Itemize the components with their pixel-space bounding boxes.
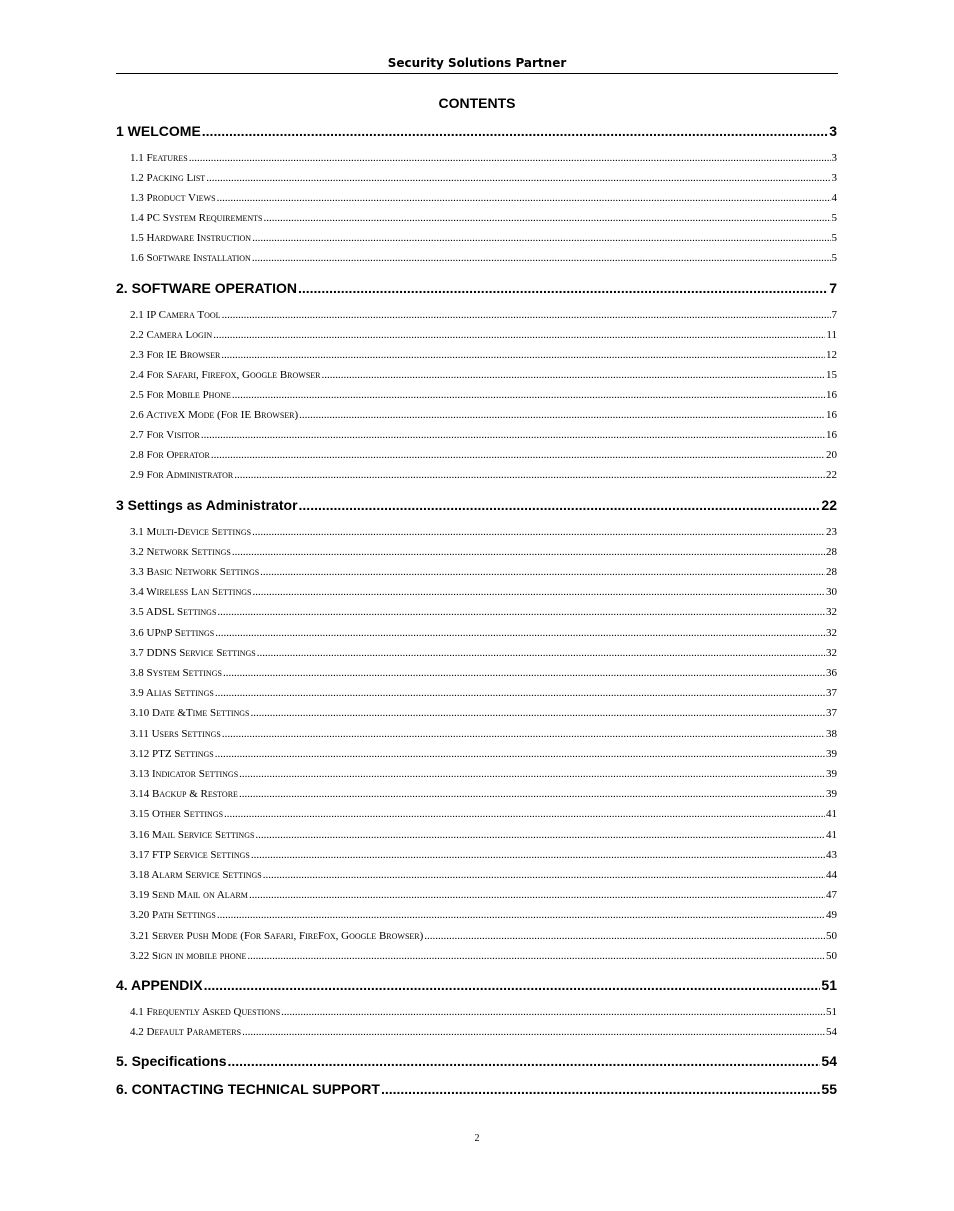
toc-section-entry[interactable] bbox=[116, 868, 837, 882]
toc-section-entry[interactable] bbox=[116, 211, 837, 225]
toc-section-entry[interactable] bbox=[116, 828, 837, 842]
toc-entry-label: 4.2 Default Parameters bbox=[130, 1026, 242, 1038]
toc-dot-leader bbox=[215, 626, 825, 640]
toc-section-entry[interactable] bbox=[116, 348, 837, 362]
toc-section-entry[interactable] bbox=[116, 1025, 837, 1039]
toc-entry-page-number: 38 bbox=[826, 728, 837, 740]
toc-entry-page-number: 51 bbox=[821, 977, 837, 993]
toc-entry-page-number: 32 bbox=[826, 627, 837, 639]
toc-entry-label: 3.12 PTZ Settings bbox=[130, 748, 214, 760]
toc-dot-leader bbox=[232, 388, 825, 402]
toc-chapter-entry[interactable] bbox=[116, 1080, 837, 1098]
toc-dot-leader bbox=[252, 525, 825, 539]
toc-entry-page-number: 28 bbox=[826, 546, 837, 558]
toc-dot-leader bbox=[189, 151, 831, 165]
toc-entry-label: 4. APPENDIX bbox=[116, 977, 203, 993]
toc-entry-page-number: 51 bbox=[826, 1006, 837, 1018]
toc-dot-leader bbox=[215, 686, 825, 700]
toc-entry-label: 1.6 Software Installation bbox=[130, 252, 251, 264]
toc-entry-page-number: 55 bbox=[821, 1081, 837, 1097]
toc-entry-label: 6. CONTACTING TECHNICAL SUPPORT bbox=[116, 1081, 380, 1097]
toc-dot-leader bbox=[298, 279, 828, 297]
toc-section-entry[interactable] bbox=[116, 686, 837, 700]
toc-entry-page-number: 37 bbox=[826, 687, 837, 699]
toc-section-entry[interactable] bbox=[116, 191, 837, 205]
toc-entry-label: 3.2 Network Settings bbox=[130, 546, 231, 558]
toc-section-entry[interactable] bbox=[116, 767, 837, 781]
toc-entry-label: 3.5 ADSL Settings bbox=[130, 606, 217, 618]
toc-entry-page-number: 16 bbox=[826, 389, 837, 401]
toc-entry-page-number: 50 bbox=[826, 930, 837, 942]
toc-entry-label: 3.6 UPnP Settings bbox=[130, 627, 215, 639]
toc-section-entry[interactable] bbox=[116, 251, 837, 265]
toc-section-entry[interactable] bbox=[116, 448, 837, 462]
toc-section-entry[interactable] bbox=[116, 605, 837, 619]
toc-dot-leader bbox=[239, 767, 825, 781]
toc-entry-page-number: 5 bbox=[831, 232, 837, 244]
toc-section-entry[interactable] bbox=[116, 929, 837, 943]
toc-section-entry[interactable] bbox=[116, 666, 837, 680]
toc-dot-leader bbox=[251, 848, 825, 862]
toc-entry-label: 1.2 Packing List bbox=[130, 172, 206, 184]
toc-section-entry[interactable] bbox=[116, 646, 837, 660]
toc-dot-leader bbox=[217, 908, 825, 922]
toc-dot-leader bbox=[281, 1005, 825, 1019]
toc-dot-leader bbox=[260, 565, 825, 579]
toc-entry-label: 3.13 Indicator Settings bbox=[130, 768, 239, 780]
toc-entry-label: 3.15 Other Settings bbox=[130, 808, 224, 820]
toc-entry-page-number: 37 bbox=[826, 707, 837, 719]
toc-entry-page-number: 30 bbox=[826, 586, 837, 598]
toc-section-entry[interactable] bbox=[116, 949, 837, 963]
toc-dot-leader bbox=[239, 787, 825, 801]
toc-dot-leader bbox=[257, 646, 825, 660]
toc-section-entry[interactable] bbox=[116, 151, 837, 165]
toc-dot-leader bbox=[217, 605, 825, 619]
toc-entry-label: 1.4 PC System Requirements bbox=[130, 212, 263, 224]
toc-entry-page-number: 7 bbox=[831, 309, 837, 321]
toc-chapter-entry[interactable] bbox=[116, 496, 837, 514]
toc-section-entry[interactable] bbox=[116, 308, 837, 322]
toc-dot-leader bbox=[222, 727, 825, 741]
toc-dot-leader bbox=[202, 122, 828, 140]
toc-section-entry[interactable] bbox=[116, 231, 837, 245]
toc-dot-leader bbox=[263, 868, 825, 882]
toc-entry-label: 1.1 Features bbox=[130, 152, 188, 164]
toc-section-entry[interactable] bbox=[116, 468, 837, 482]
toc-entry-page-number: 54 bbox=[826, 1026, 837, 1038]
toc-entry-page-number: 43 bbox=[826, 849, 837, 861]
toc-chapter-entry[interactable] bbox=[116, 122, 837, 140]
toc-entry-page-number: 47 bbox=[826, 889, 837, 901]
toc-entry-label: 2.1 IP Camera Tool bbox=[130, 309, 221, 321]
toc-entry-page-number: 5 bbox=[831, 212, 837, 224]
toc-section-entry[interactable] bbox=[116, 908, 837, 922]
toc-dot-leader bbox=[299, 496, 821, 514]
toc-entry-label: 2.2 Camera Login bbox=[130, 329, 213, 341]
toc-section-entry[interactable] bbox=[116, 408, 837, 422]
page-number: 2 bbox=[474, 1133, 480, 1144]
toc-entry-label: 2.7 For Visitor bbox=[130, 429, 200, 441]
toc-chapter-entry[interactable] bbox=[116, 976, 837, 994]
toc-entry-page-number: 15 bbox=[826, 369, 837, 381]
toc-section-entry[interactable] bbox=[116, 428, 837, 442]
toc-section-entry[interactable] bbox=[116, 807, 837, 821]
toc-entry-page-number: 41 bbox=[826, 829, 837, 841]
toc-dot-leader bbox=[252, 231, 830, 245]
toc-chapter-entry[interactable] bbox=[116, 1052, 837, 1070]
toc-entry-label: 3.8 System Settings bbox=[130, 667, 222, 679]
toc-entry-label: 3.17 FTP Service Settings bbox=[130, 849, 250, 861]
toc-dot-leader bbox=[252, 585, 825, 599]
toc-entry-page-number: 16 bbox=[826, 429, 837, 441]
toc-dot-leader bbox=[206, 171, 830, 185]
toc-dot-leader bbox=[211, 448, 825, 462]
toc-dot-leader bbox=[215, 747, 825, 761]
toc-entry-label: 2.6 ActiveX Mode (For IE Browser) bbox=[130, 409, 299, 421]
toc-entry-page-number: 4 bbox=[831, 192, 837, 204]
toc-dot-leader bbox=[222, 308, 831, 322]
toc-entry-label: 3.3 Basic Network Settings bbox=[130, 566, 260, 578]
toc-entry-label: 3.18 Alarm Service Settings bbox=[130, 869, 262, 881]
toc-entry-label: 3.10 Date &Time Settings bbox=[130, 707, 250, 719]
toc-entry-label: 3.16 Mail Service Settings bbox=[130, 829, 255, 841]
toc-entry-page-number: 39 bbox=[826, 788, 837, 800]
toc-entry-label: 3.11 Users Settings bbox=[130, 728, 221, 740]
toc-entry-label: 5. Specifications bbox=[116, 1053, 227, 1069]
toc-entry-page-number: 11 bbox=[826, 329, 837, 341]
toc-entry-label: 1.3 Product Views bbox=[130, 192, 216, 204]
toc-entry-page-number: 41 bbox=[826, 808, 837, 820]
toc-entry-label: 3.20 Path Settings bbox=[130, 909, 216, 921]
toc-section-entry[interactable] bbox=[116, 787, 837, 801]
toc-dot-leader bbox=[322, 368, 826, 382]
toc-section-entry[interactable] bbox=[116, 848, 837, 862]
toc-entry-page-number: 22 bbox=[826, 469, 837, 481]
toc-entry-page-number: 32 bbox=[826, 647, 837, 659]
toc-entry-page-number: 12 bbox=[826, 349, 837, 361]
toc-entry-page-number: 3 bbox=[831, 172, 837, 184]
toc-section-entry[interactable] bbox=[116, 747, 837, 761]
toc-entry-page-number: 23 bbox=[826, 526, 837, 538]
toc-entry-page-number: 49 bbox=[826, 909, 837, 921]
toc-entry-page-number: 3 bbox=[831, 152, 837, 164]
toc-dot-leader bbox=[424, 929, 825, 943]
toc-chapter-entry[interactable] bbox=[116, 279, 837, 297]
toc-section-entry[interactable] bbox=[116, 171, 837, 185]
toc-entry-label: 2.9 For Administrator bbox=[130, 469, 234, 481]
toc-dot-leader bbox=[217, 191, 831, 205]
toc-dot-leader bbox=[381, 1080, 820, 1098]
toc-dot-leader bbox=[234, 468, 825, 482]
toc-entry-page-number: 50 bbox=[826, 950, 837, 962]
toc-dot-leader bbox=[232, 545, 825, 559]
toc-entry-page-number: 32 bbox=[826, 606, 837, 618]
toc-entry-page-number: 39 bbox=[826, 768, 837, 780]
toc-entry-page-number: 36 bbox=[826, 667, 837, 679]
toc-dot-leader bbox=[204, 976, 821, 994]
toc-entry-page-number: 54 bbox=[821, 1053, 837, 1069]
toc-section-entry[interactable] bbox=[116, 888, 837, 902]
toc-dot-leader bbox=[242, 1025, 825, 1039]
running-header: Security Solutions Partner bbox=[387, 56, 567, 70]
toc-entry-label: 3.22 Sign in mobile phone bbox=[130, 950, 247, 962]
toc-section-entry[interactable] bbox=[116, 565, 837, 579]
toc-section-entry[interactable] bbox=[116, 368, 837, 382]
toc-dot-leader bbox=[299, 408, 825, 422]
toc-dot-leader bbox=[227, 1052, 820, 1070]
toc-dot-leader bbox=[223, 666, 825, 680]
toc-dot-leader bbox=[252, 251, 831, 265]
toc-entry-label: 1 WELCOME bbox=[116, 123, 201, 139]
toc-entry-page-number: 28 bbox=[826, 566, 837, 578]
toc-entry-label: 2.5 For Mobile Phone bbox=[130, 389, 231, 401]
toc-entry-label: 3.14 Backup & Restore bbox=[130, 788, 238, 800]
toc-dot-leader bbox=[263, 211, 830, 225]
toc-entry-label: 3 Settings as Administrator bbox=[116, 497, 298, 513]
toc-entry-page-number: 3 bbox=[829, 123, 837, 139]
toc-entry-label: 2.3 For IE Browser bbox=[130, 349, 221, 361]
toc-entry-page-number: 22 bbox=[821, 497, 837, 513]
toc-entry-page-number: 20 bbox=[826, 449, 837, 461]
contents-title: CONTENTS bbox=[438, 95, 516, 111]
toc-dot-leader bbox=[249, 888, 825, 902]
toc-entry-label: 3.1 Multi-Device Settings bbox=[130, 526, 252, 538]
toc-entry-label: 2.4 For Safari, Firefox, Google Browser bbox=[130, 369, 321, 381]
toc-entry-label: 2.8 For Operator bbox=[130, 449, 210, 461]
toc-dot-leader bbox=[221, 348, 825, 362]
toc-dot-leader bbox=[224, 807, 825, 821]
toc-entry-page-number: 7 bbox=[829, 280, 837, 296]
toc-dot-leader bbox=[251, 706, 826, 720]
toc-entry-page-number: 39 bbox=[826, 748, 837, 760]
toc-section-entry[interactable] bbox=[116, 626, 837, 640]
toc-entry-label: 3.4 Wireless Lan Settings bbox=[130, 586, 252, 598]
toc-section-entry[interactable] bbox=[116, 388, 837, 402]
toc-entry-label: 4.1 Frequently Asked Questions bbox=[130, 1006, 281, 1018]
toc-dot-leader bbox=[247, 949, 825, 963]
toc-entry-label: 2. SOFTWARE OPERATION bbox=[116, 280, 297, 296]
toc-section-entry[interactable] bbox=[116, 525, 837, 539]
toc-section-entry[interactable] bbox=[116, 727, 837, 741]
toc-entry-label: 3.9 Alias Settings bbox=[130, 687, 214, 699]
toc-dot-leader bbox=[255, 828, 825, 842]
toc-dot-leader bbox=[201, 428, 825, 442]
toc-entry-label: 1.5 Hardware Instruction bbox=[130, 232, 252, 244]
header-rule bbox=[116, 73, 838, 74]
toc-dot-leader bbox=[213, 328, 825, 342]
toc-section-entry[interactable] bbox=[116, 545, 837, 559]
toc-entry-label: 3.21 Server Push Mode (For Safari, FireFox, Google Browser) bbox=[130, 930, 424, 942]
toc-section-entry[interactable] bbox=[116, 1005, 837, 1019]
toc-section-entry[interactable] bbox=[116, 706, 837, 720]
toc-entry-page-number: 5 bbox=[831, 252, 837, 264]
toc-entry-label: 3.19 Send Mail on Alarm bbox=[130, 889, 248, 901]
toc-entry-page-number: 16 bbox=[826, 409, 837, 421]
toc-entry-page-number: 44 bbox=[826, 869, 837, 881]
toc-section-entry[interactable] bbox=[116, 585, 837, 599]
toc-section-entry[interactable] bbox=[116, 328, 837, 342]
toc-entry-label: 3.7 DDNS Service Settings bbox=[130, 647, 256, 659]
